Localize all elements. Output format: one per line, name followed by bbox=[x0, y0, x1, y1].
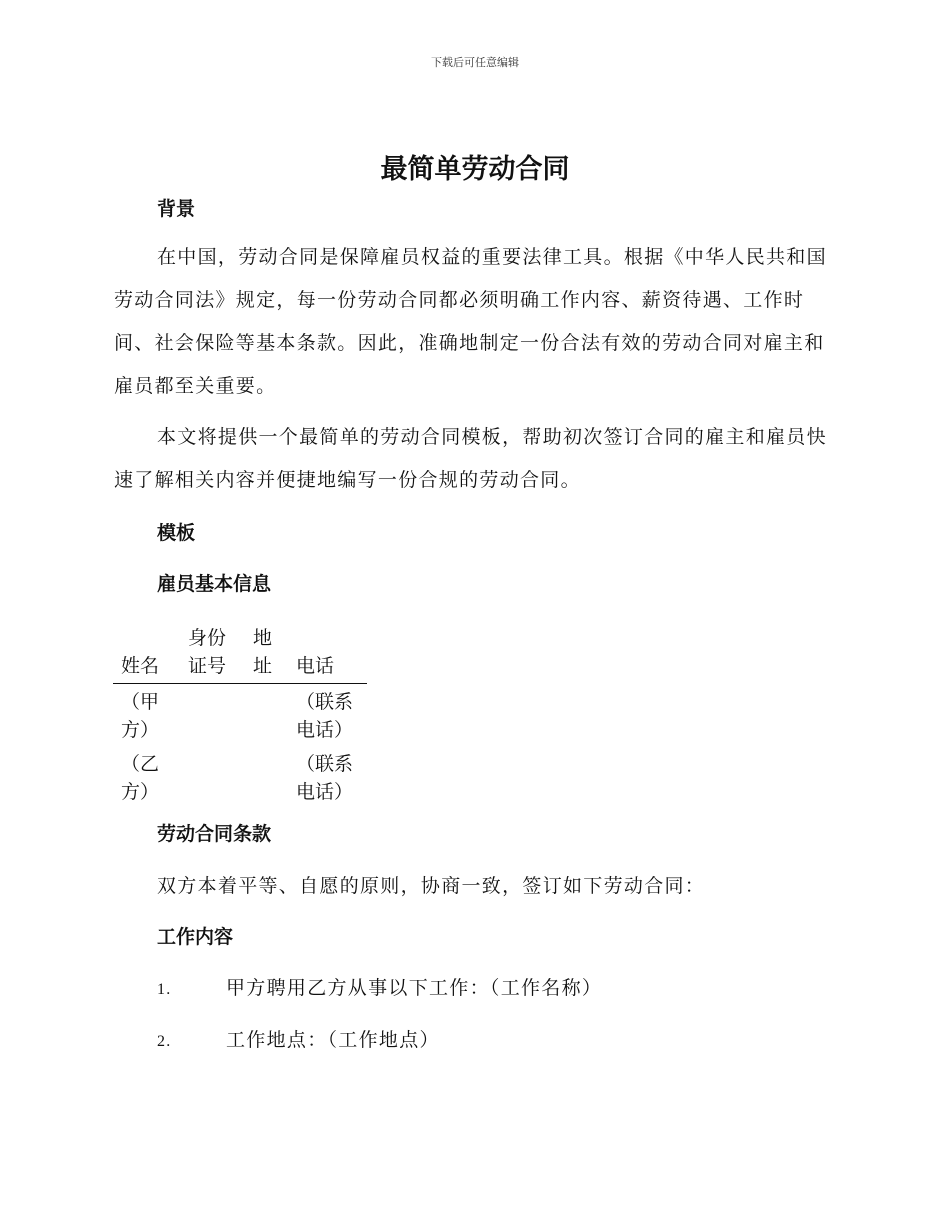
list-item-number: 1. bbox=[157, 981, 172, 998]
clauses-heading: 劳动合同条款 bbox=[157, 823, 272, 845]
cell-party-b: （乙方） bbox=[121, 753, 160, 803]
table-row bbox=[113, 746, 367, 808]
list-item bbox=[157, 973, 602, 1000]
cell-id bbox=[180, 746, 245, 808]
list-item-text: 工作地点：（工作地点） bbox=[226, 1029, 440, 1051]
template-heading: 模板 bbox=[157, 522, 196, 544]
header-phone: 电话 bbox=[296, 655, 335, 677]
clauses-intro: 双方本着平等、自愿的原则，协商一致，签订如下劳动合同： bbox=[157, 875, 706, 897]
header-address: 地址 bbox=[253, 627, 273, 677]
cell-id bbox=[180, 684, 245, 747]
employee-info-table bbox=[113, 624, 367, 808]
list-item-text: 甲方聘用乙方从事以下工作：（工作名称） bbox=[226, 977, 603, 999]
header-name: 姓名 bbox=[121, 655, 160, 677]
list-item-number: 2. bbox=[157, 1033, 172, 1050]
cell-phone: （联系电话） bbox=[296, 691, 354, 741]
header-id-number: 身份证号 bbox=[188, 627, 227, 677]
document-title: 最简单劳动合同 bbox=[380, 154, 570, 185]
cell-address bbox=[245, 684, 288, 747]
cell-party-a: （甲方） bbox=[121, 691, 160, 741]
cell-address bbox=[245, 746, 288, 808]
employee-info-heading: 雇员基本信息 bbox=[157, 573, 272, 595]
background-paragraph-1: 在中国，劳动合同是保障雇员权益的重要法律工具。根据《中华人民共和国劳动合同法》规定，每一份劳动合同都必须明确工作内容、薪资待遇、工作时间、社会保险等基本条款。因此，准确地制定一份合法有效的劳动合同对雇主和雇员都至关重要。 bbox=[114, 246, 827, 397]
table-header-row bbox=[113, 624, 367, 684]
table-row bbox=[113, 684, 367, 747]
cell-phone: （联系电话） bbox=[296, 753, 354, 803]
background-paragraph-2: 本文将提供一个最简单的劳动合同模板，帮助初次签订合同的雇主和雇员快速了解相关内容并便捷地编写一份合规的劳动合同。 bbox=[114, 426, 827, 491]
background-heading: 背景 bbox=[157, 198, 196, 220]
list-item bbox=[157, 1025, 440, 1052]
work-content-heading: 工作内容 bbox=[157, 926, 234, 948]
header-note: 下载后可任意编辑 bbox=[431, 56, 519, 69]
